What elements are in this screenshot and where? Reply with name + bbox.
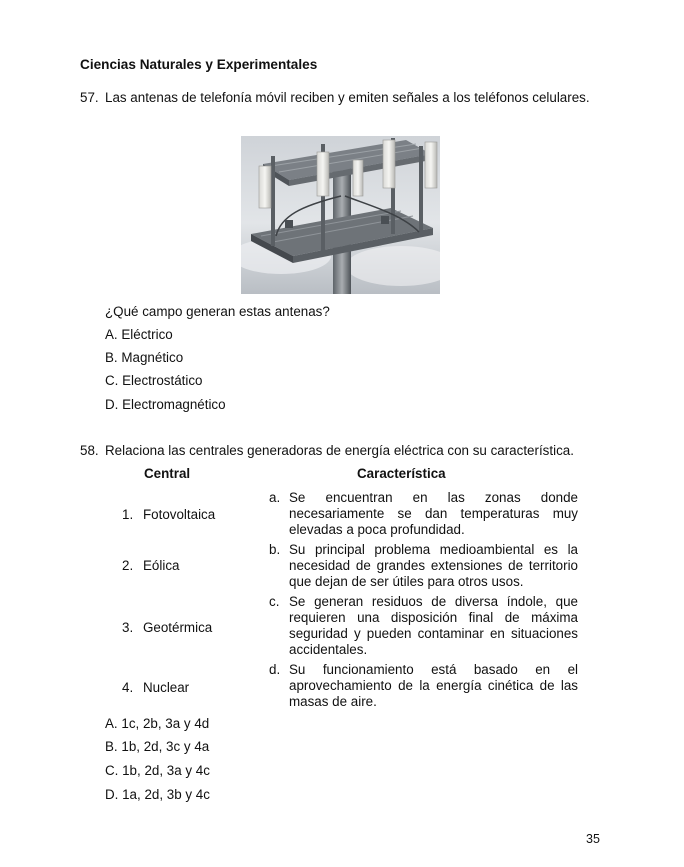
q58-option-b[interactable]: B. 1b, 2d, 3c y 4a — [105, 739, 210, 754]
q58-option-c[interactable]: C. 1b, 2d, 3a y 4c — [105, 763, 210, 778]
q58-option-a[interactable]: A. 1c, 2b, 3a y 4d — [105, 716, 210, 731]
q58-option-d[interactable]: D. 1a, 2d, 3b y 4c — [105, 787, 210, 802]
question-57-number: 57. — [80, 90, 99, 105]
question-58-text: Relaciona las centrales generadoras de energía eléctrica con su característica. — [105, 443, 574, 458]
q57-option-b[interactable]: B. Magnético — [105, 350, 184, 365]
column-header-caracteristica: Característica — [357, 466, 446, 481]
central-1-number: 1. — [122, 507, 134, 522]
caracteristica-b-letter: b. — [269, 542, 281, 557]
central-3-number: 3. — [122, 620, 134, 635]
q57-option-d[interactable]: D. Electromagnético — [105, 397, 226, 412]
central-2-name: Eólica — [143, 558, 180, 573]
subject-title: Ciencias Naturales y Experimentales — [80, 57, 318, 72]
question-58-number: 58. — [80, 443, 99, 458]
page-number: 35 — [586, 832, 600, 846]
column-header-central: Central — [144, 466, 191, 481]
caracteristica-a-letter: a. — [269, 490, 281, 505]
central-3-name: Geotérmica — [143, 620, 213, 635]
central-4-number: 4. — [122, 680, 134, 695]
caracteristica-c-letter: c. — [269, 594, 280, 609]
caracteristica-d-text: Su funcionamiento está basado en el aprovechamiento de la energía cinética de las masas de aire. — [289, 662, 578, 709]
caracteristica-b-text: Su principal problema medioambiental es la necesidad de grandes extensiones de territorio que dejan de ser útiles para otros usos. — [289, 542, 578, 589]
question-57-prompt: ¿Qué campo generan estas antenas? — [105, 304, 330, 319]
central-1-name: Fotovoltaica — [143, 507, 216, 522]
q57-option-c[interactable]: C. Electrostático — [105, 373, 203, 388]
caracteristica-c-text: Se generan residuos de diversa índole, que requieren una disposición final de máxima seguridad y pueden contaminar en situaciones accidentales. — [289, 594, 578, 657]
central-2-number: 2. — [122, 558, 134, 573]
central-4-name: Nuclear — [143, 680, 190, 695]
question-57-text: Las antenas de telefonía móvil reciben y emiten señales a los teléfonos celulares. — [105, 90, 590, 105]
q57-option-a[interactable]: A. Eléctrico — [105, 327, 173, 342]
antenna-tower-photo — [241, 136, 440, 294]
caracteristica-a-text: Se encuentran en las zonas donde necesariamente se dan temperaturas muy elevadas a poca profundidad. — [289, 490, 578, 537]
caracteristica-d-letter: d. — [269, 662, 281, 677]
